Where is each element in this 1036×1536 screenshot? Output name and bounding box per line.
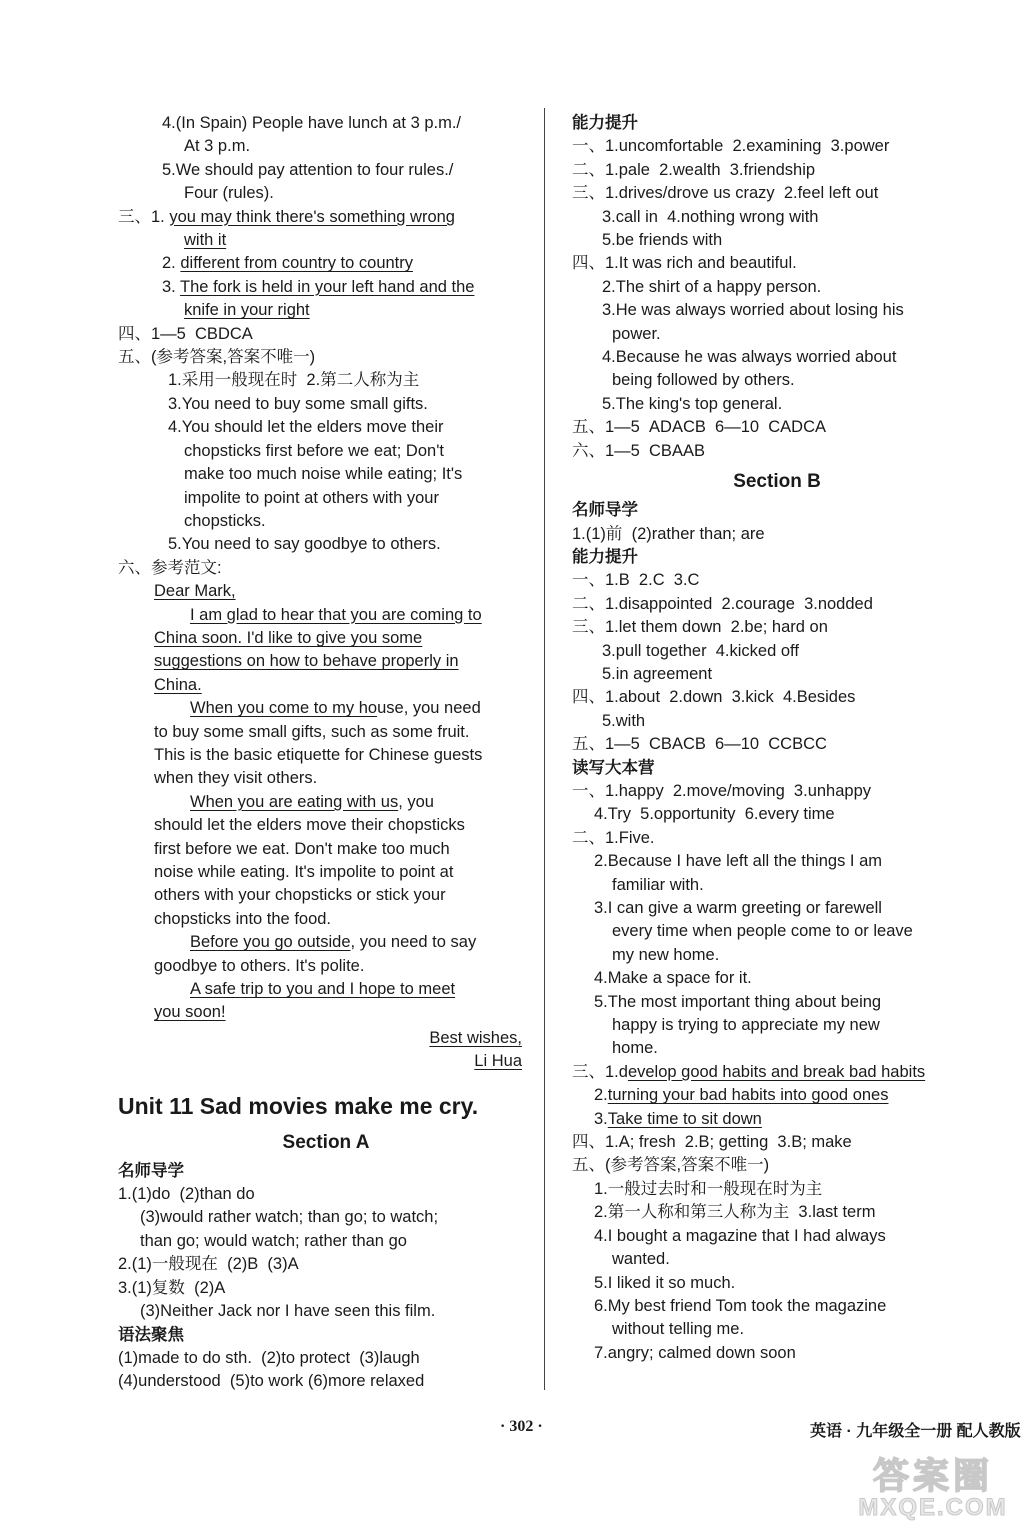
answer-line: 3.Take time to sit down — [594, 1109, 762, 1128]
answer-line: noise while eating. It's impolite to point at — [154, 863, 454, 881]
right-lines-2 — [572, 499, 982, 1365]
answer-line: 三、1.drives/drove us crazy 2.feel left out — [572, 184, 879, 203]
underlined-answer: different from country to country — [180, 254, 413, 273]
answer-line: 5.be friends with — [602, 231, 723, 250]
answer-line: A safe trip to you and I hope to meet — [190, 980, 456, 999]
answer-line: Dear Mark, — [154, 582, 236, 601]
underlined-phrase: Before you go outside — [190, 933, 351, 952]
answer-line: 4.You should let the elders move their — [168, 418, 444, 437]
watermark-text: 答案圈 — [872, 1455, 993, 1496]
answer-line: 能力提升 — [572, 547, 638, 566]
answer-line: than go; would watch; rather than go — [140, 1231, 407, 1250]
answer-line: 4.(In Spain) People have lunch at 3 p.m./ — [162, 114, 462, 132]
answer-line: 3.I can give a warm greeting or farewell — [594, 899, 882, 917]
answer-line: 一、1.happy 2.move/moving 3.unhappy — [572, 781, 872, 800]
book-title: 英语 · 九年级全一册 配人教版 — [810, 1423, 1021, 1440]
answer-line: 五、1—5 ADACB 6—10 CADCA — [572, 418, 826, 437]
answer-line: 语法聚焦 — [118, 1325, 184, 1344]
answer-line: 3.He was always worried about losing his — [602, 301, 904, 320]
column-divider — [544, 108, 545, 1390]
answer-line: should let the elders move their chopsticks — [154, 816, 465, 835]
answer-line: 1.一般过去时和一般现在时为主 — [594, 1179, 823, 1198]
answer-line: 三、1.develop good habits and break bad habits — [572, 1062, 926, 1081]
answer-line: 名师导学 — [118, 1161, 184, 1180]
answer-line: 四、1.It was rich and beautiful. — [572, 254, 797, 273]
left-lines-2 — [118, 1160, 534, 1394]
unit-title: Unit 11 Sad movies make me cry. — [118, 1092, 479, 1119]
page-number: · 302 · — [500, 1418, 543, 1435]
answer-line: my new home. — [612, 945, 720, 964]
answer-line: 5.I liked it so much. — [594, 1273, 736, 1292]
answer-line: 2.The shirt of a happy person. — [602, 277, 822, 296]
underlined-phrase: When you come to my ho — [190, 699, 378, 718]
answer-line: I am glad to hear that you are coming to — [190, 605, 482, 624]
answer-line: 1.采用一般现在时 2.第二人称为主 — [168, 371, 420, 390]
answer-line: Four (rules). — [184, 184, 274, 203]
answer-line: to buy some small gifts, such as some fruit. — [154, 722, 470, 741]
watermark-url: MXQE.COM — [858, 1494, 1008, 1521]
answer-line: 六、参考范文: — [118, 558, 222, 577]
answer-line: with it — [184, 231, 227, 250]
answer-line: 2. different from country to country — [162, 254, 413, 273]
page-footer — [0, 1418, 1036, 1448]
answer-line: when they visit others. — [154, 769, 318, 788]
answer-line: 5.in agreement — [602, 664, 713, 683]
answer-line: 三、1.let them down 2.be; hard on — [572, 618, 828, 637]
answer-line: When you are eating with us, you — [190, 792, 434, 811]
right-lines — [572, 112, 982, 463]
answer-line: without telling me. — [612, 1320, 745, 1339]
answer-line: 六、1—5 CBAAB — [572, 441, 705, 460]
answer-line: 3.pull together 4.kicked off — [602, 641, 799, 660]
answer-line: 一、1.uncomfortable 2.examining 3.power — [572, 137, 890, 156]
answer-line: Before you go outside, you need to say — [190, 933, 477, 952]
answer-line: 二、1.Five. — [572, 828, 655, 847]
answer-line: China soon. I'd like to give you some — [154, 628, 423, 647]
answer-line: 一、1.B 2.C 3.C — [572, 571, 700, 590]
answer-line: goodbye to others. It's polite. — [154, 956, 365, 975]
answer-line: 五、1—5 CBACB 6—10 CCBCC — [572, 735, 827, 754]
answer-line: This is the basic etiquette for Chinese guests — [154, 745, 483, 764]
answer-line: 5.The king's top general. — [602, 394, 783, 413]
section-a-title: Section A — [282, 1131, 370, 1153]
underlined-answer: Take time to sit down — [607, 1109, 762, 1128]
watermark-logo — [848, 1448, 1018, 1526]
answer-line: (4)understood (5)to work (6)more relaxed — [118, 1372, 425, 1391]
answer-line: 3.You need to buy some small gifts. — [168, 394, 428, 413]
answer-line: 二、1.disappointed 2.courage 3.nodded — [572, 594, 873, 613]
answer-line: 3. The fork is held in your left hand and the — [162, 277, 475, 296]
underlined-answer: evelop good habits and break bad habits — [627, 1062, 926, 1081]
answer-line: 二、1.pale 2.wealth 3.friendship — [572, 160, 816, 179]
answer-line: wanted. — [612, 1250, 670, 1269]
answer-line: 5.The most important thing about being — [594, 992, 882, 1011]
right-column — [572, 112, 982, 1365]
answer-line: China. — [154, 675, 202, 694]
answer-line: 2.(1)一般现在 (2)B (3)A — [118, 1255, 299, 1274]
answer-line: happy is trying to appreciate my new — [612, 1016, 880, 1035]
answer-line: 4.I bought a magazine that I had always — [594, 1226, 886, 1245]
answer-line: knife in your right — [184, 301, 310, 320]
answer-line: 三、1. you may think there's something wrong — [118, 207, 455, 226]
underlined-answer: The fork is held in your left hand and the — [180, 277, 475, 296]
answer-line: 4.Try 5.opportunity 6.every time — [594, 805, 835, 824]
left-column — [118, 112, 534, 1394]
answer-line: chopsticks into the food. — [154, 909, 332, 928]
underlined-phrase: When you are eating with us — [190, 792, 399, 811]
answer-line: 2.第一人称和第三人称为主 3.last term — [594, 1203, 876, 1222]
answer-line: impolite to point at others with your — [184, 488, 439, 507]
answer-line: 5.We should pay attention to four rules./ — [162, 160, 454, 179]
answer-line: 名师导学 — [572, 501, 638, 520]
answer-line: first before we eat. Don't make too much — [154, 839, 450, 858]
answer-line: 3.call in 4.nothing wrong with — [602, 207, 819, 226]
answer-line: (3)Neither Jack nor I have seen this film. — [140, 1302, 436, 1321]
underlined-answer: turning your bad habits into good ones — [607, 1086, 889, 1105]
answer-line: make too much noise while eating; It's — [184, 465, 463, 484]
answer-line: When you come to my house, you need — [190, 699, 481, 718]
answer-line: 1.(1)前 (2)rather than; are — [572, 524, 765, 543]
answer-line: 4.Because he was always worried about — [602, 348, 897, 367]
answer-line: home. — [612, 1039, 658, 1058]
answer-line: At 3 p.m. — [184, 137, 251, 156]
answer-line: 读写大本营 — [572, 758, 655, 777]
answer-line: 3.(1)复数 (2)A — [118, 1278, 226, 1297]
answer-line: 5.You need to say goodbye to others. — [168, 535, 441, 554]
answer-line: power. — [612, 324, 661, 343]
letter-signature: Li Hua — [474, 1052, 522, 1071]
answer-line: 7.angry; calmed down soon — [594, 1343, 796, 1362]
answer-line: 能力提升 — [572, 114, 638, 132]
answer-line: 6.My best friend Tom took the magazine — [594, 1296, 887, 1315]
answer-line: chopsticks. — [184, 511, 266, 530]
letter-closing: Best wishes, — [429, 1028, 522, 1047]
answer-line: 五、(参考答案,答案不唯一) — [118, 348, 316, 367]
section-b-title: Section B — [733, 471, 821, 493]
answer-line: 5.with — [602, 711, 646, 730]
answer-line: every time when people come to or leave — [612, 922, 913, 941]
answer-line: familiar with. — [612, 875, 704, 894]
answer-line: 五、(参考答案,答案不唯一) — [572, 1156, 770, 1175]
answer-line: 2.turning your bad habits into good ones — [594, 1086, 889, 1105]
underlined-answer: you may think there's something wrong — [169, 207, 455, 226]
answer-line: others with your chopsticks or stick your — [154, 886, 446, 905]
answer-line: (3)would rather watch; than go; to watch; — [140, 1208, 439, 1227]
answer-line: 4.Make a space for it. — [594, 969, 752, 988]
answer-line: (1)made to do sth. (2)to protect (3)laugh — [118, 1348, 420, 1367]
answer-line: being followed by others. — [612, 371, 795, 390]
answer-line: 四、1—5 CBDCA — [118, 324, 253, 343]
answer-line: suggestions on how to behave properly in — [154, 652, 459, 671]
answer-line: you soon! — [154, 1003, 226, 1022]
answer-line: 四、1.A; fresh 2.B; getting 3.B; make — [572, 1133, 852, 1152]
answer-line: 1.(1)do (2)than do — [118, 1185, 255, 1204]
answer-line: chopsticks first before we eat; Don't — [184, 441, 444, 460]
answer-line: 四、1.about 2.down 3.kick 4.Besides — [572, 688, 856, 707]
answer-line: 2.Because I have left all the things I am — [594, 852, 883, 871]
left-lines — [118, 112, 534, 1025]
